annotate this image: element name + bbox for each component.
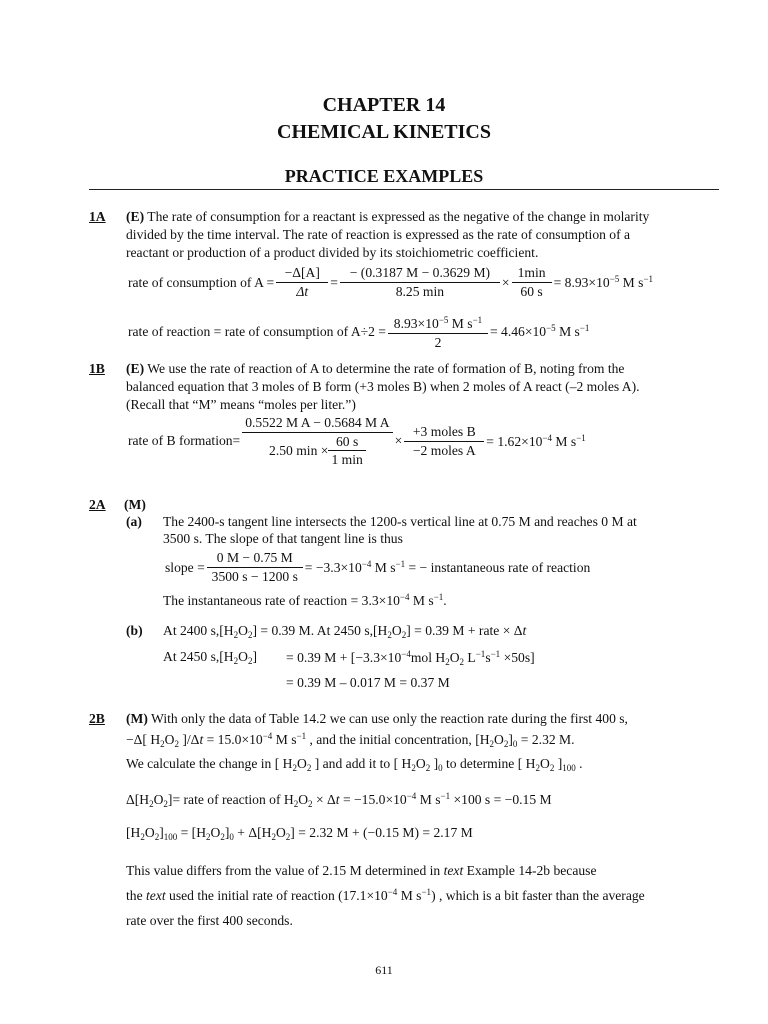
eq-lhs: rate of reaction = rate of consumption of A÷2 = [128, 323, 386, 339]
equation-line: $[H_2O_2]_{100} = [H_2O_2]_0 + \Delta[H_2O_2] = 2.32$ M + (−0.15 M) = 2.17 M [126, 825, 473, 842]
eq-lhs: slope = [165, 559, 205, 575]
eq-result: = $-3.3\times 10^{-4}$ M $s^{-1}$ = − instantaneous rate of reaction [304, 559, 591, 575]
paragraph-line: −Δ[ $H_2O_2$ ]$/\Delta t = 15.0\times 10^{-4}$ M $s^{-1}$ , and the initial concentration, $[H_2O_2]_0 = 2.32$ M. [126, 731, 575, 749]
denominator-text: Δt [296, 284, 309, 299]
denominator: 60 s [520, 284, 543, 299]
denominator: 2 [434, 335, 442, 350]
equation-line: At 2400 $s,[H_2O_2] = 0.39$ M. At 2450 $s,[H_2O_2] = 0.39$ M + rate × Δt [163, 623, 527, 640]
paragraph-line: 3500 s. The slope of that tangent line is thus [163, 531, 403, 546]
text: The rate of consumption for a reactant is expressed as the negative of the change in molarity [144, 209, 650, 224]
difficulty-tag: (M) [124, 497, 146, 512]
equation-rate-reaction [126, 311, 591, 352]
paragraph-line: We calculate the change in [ $H_2O_2$ ] and add it to [ $H_2O_2$ ]$_0$ to determine [ $H_2O_2$ ]$_{100}$ . [126, 756, 583, 773]
difficulty-tag: (E) [126, 209, 145, 224]
inner-fraction [328, 433, 365, 468]
denominator [242, 433, 392, 468]
denominator-prefix: 2.50 min × [269, 442, 329, 458]
equals-sign: = [330, 274, 338, 290]
paragraph-line [126, 361, 624, 377]
part-tag: (a) [126, 514, 142, 529]
numerator: 0.5522 M A − 0.5684 M A [242, 414, 392, 433]
numerator: 0 M − 0.75 M [207, 549, 303, 568]
paragraph-line [126, 711, 628, 727]
equation-line-rhs: = 0.39 $M + [-3.3\times 10^{-4}mol$ $H_2O_2$ $L^{-1}s^{-1} \times 50s$] [286, 649, 535, 667]
difficulty-tag: (E) [126, 361, 145, 376]
eq-lhs: rate of consumption of A = [128, 274, 275, 290]
times-sign: × [394, 433, 403, 448]
equation-rate-consumption [126, 264, 655, 301]
equation-line-lhs: At 2450 $s,[H_2O_2]$ [163, 649, 257, 666]
problem-label: 2A [89, 497, 106, 512]
numerator: 1min [512, 264, 552, 283]
equation-line: = 0.39 M – 0.017 M = 0.37 M [286, 675, 450, 690]
problem-label: 1B [89, 361, 105, 376]
equation-rate-formation-B [126, 414, 588, 468]
denominator: 8.25 min [395, 284, 445, 299]
equation-line: $\Delta[H_2O_2]=$ rate of reaction of $H_2O_2 \times \Delta t = -15.0\times 10^{-4}$ M $s^{-1} \times 100$ s = −0.15 M [126, 791, 552, 809]
page-number: 611 [375, 963, 393, 977]
chapter-topic: CHEMICAL KINETICS [277, 121, 491, 143]
numerator: 60 s [328, 433, 365, 451]
numerator: − (0.3187 M − 0.3629 M) [340, 264, 500, 283]
eq-lhs: rate of B formation= [128, 433, 241, 448]
eq-result: = $4.46\times 10^{-5}$ M $s^{-1}$ [489, 323, 590, 339]
numerator: $8.93\times 10^{-5}$ M $s^{-1}$ [388, 311, 488, 334]
problem-label: 2B [89, 711, 105, 726]
paragraph-line: divided by the time interval. The rate of reaction is expressed as the rate of consumption of a [126, 227, 631, 242]
fraction [512, 264, 552, 301]
eq-result: = $8.93\times 10^{-5}$ M $s^{-1}$ [553, 274, 654, 290]
fraction [207, 549, 303, 586]
paragraph-line: balanced equation that 3 moles of B form (+3 moles B) when 2 moles of A react (–2 moles A). [126, 379, 640, 394]
numerator: −Δ[A] [276, 264, 328, 283]
problem-label: 1A [89, 209, 106, 224]
fraction [388, 311, 488, 352]
denominator: 3500 s − 1200 s [211, 569, 298, 584]
fraction [404, 423, 484, 460]
difficulty-tag: (M) [126, 711, 148, 726]
paragraph-line: reactant or production of a product divided by its stoichiometric coefficient. [126, 245, 539, 260]
paragraph-line: (Recall that “M” means “moles per liter.”) [126, 397, 356, 412]
times-sign: × [501, 274, 510, 290]
chapter-title: CHAPTER 14 [322, 94, 446, 116]
fraction [340, 264, 500, 301]
paragraph-line: This value differs from the value of 2.15 M determined in text Example 14-2b because [126, 863, 597, 878]
denominator: 1 min [331, 452, 363, 467]
denominator [276, 283, 328, 301]
equation-slope [163, 549, 592, 586]
paragraph-line: rate over the first 400 seconds. [126, 913, 293, 928]
fraction [276, 264, 328, 301]
denominator: −2 moles A [412, 442, 476, 458]
part-tag: (b) [126, 623, 143, 638]
header-rule [89, 189, 719, 190]
eq-result: = $1.62\times 10^{-4}$ M $s^{-1}$ [486, 432, 586, 449]
paragraph-line: the text used the initial rate of reaction ($17.1\times 10^{-4}$ M $s^{-1}$) , which is a bit faster than the average [126, 887, 645, 903]
text: We use the rate of reaction of A to determine the rate of formation of B, noting from the [144, 361, 625, 376]
fraction [242, 414, 392, 468]
paragraph-line [126, 209, 649, 225]
text: With only the data of Table 14.2 we can use only the reaction rate during the first 400 s, [147, 711, 628, 726]
paragraph-line: The instantaneous rate of reaction = $3.3\times 10^{-4}$ M $s^{-1}$. [163, 592, 447, 608]
paragraph-line: The 2400-s tangent line intersects the 1200-s vertical line at 0.75 M and reaches 0 M at [163, 514, 637, 529]
section-title: PRACTICE EXAMPLES [284, 166, 484, 186]
numerator: +3 moles B [404, 423, 484, 442]
